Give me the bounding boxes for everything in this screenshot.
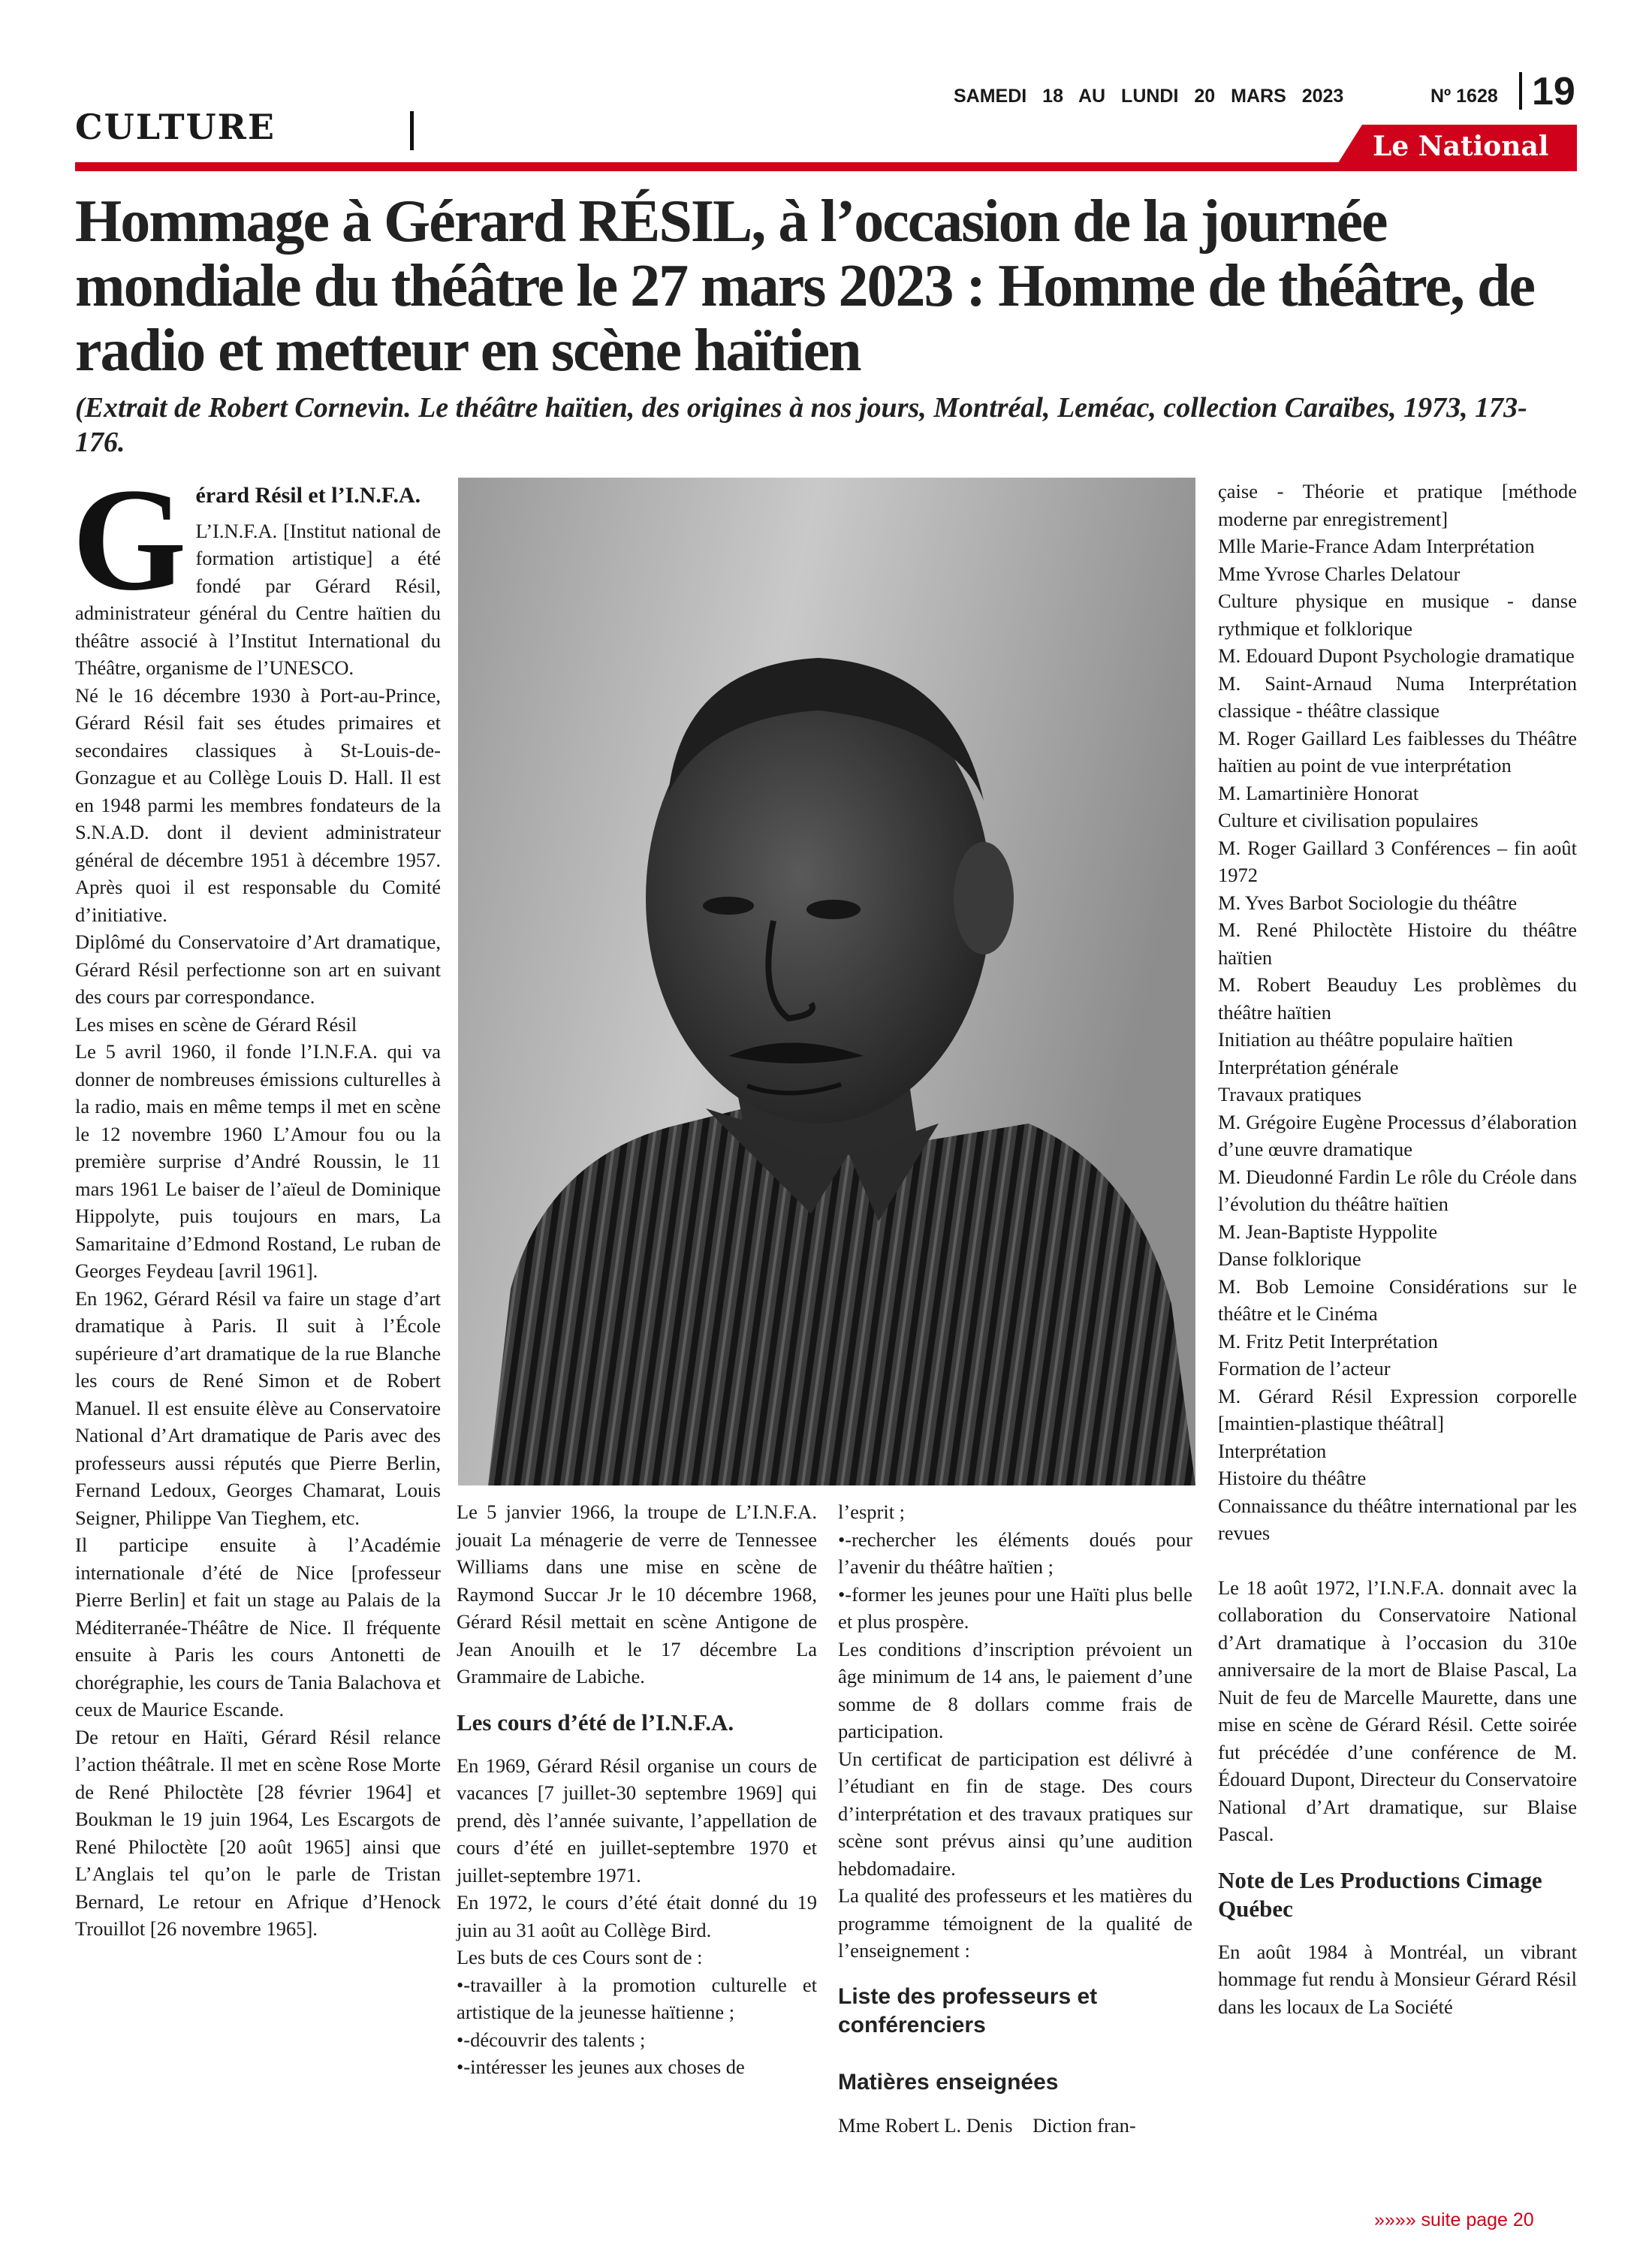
program-line: M. Gérard Résil Expression corporelle [maintien-plastique théâtral] (1218, 1384, 1577, 1434)
program-line: M. Saint-Arnaud Numa Interprétation classique - théâtre classique (1218, 671, 1577, 722)
paragraph: Les buts de ces Cours sont de : (457, 1946, 703, 1968)
paragraph: En 1972, le cours d’été était donné du 19 juin au 31 août au Collège Bird. (457, 1891, 817, 1941)
program-line: Culture et civilisation populaires (1218, 809, 1479, 831)
paragraph: L’I.N.F.A. [Institut national de formation artistique] a été fondé par Gérard Résil, administrateur général du Centre haïtien du théâtre associé à l’Institut International du Théâtre, organisme de l’UNESCO. (75, 519, 441, 679)
program-line: Initiation au théâtre populaire haïtien (1218, 1028, 1513, 1051)
paragraph: En 1969, Gérard Résil organise un cours de vacances [7 juillet-30 septembre 1969] qui prend, dès l’année suivante, l’appellation de cours d’été en juillet-septembre 1970 et juillet-septembre 1971. (457, 1754, 817, 1887)
paragraph: Né le 16 décembre 1930 à Port-au-Prince, Gérard Résil fait ses études primaires et secondaires classiques à St-Louis-de-Gonzague et au Collège Louis D. Hall. Il est en 1948 parmi les membres fondateurs de la S.N.A.D. dont il devient administrateur général de décembre 1951 à décembre 1957. Après quoi il est responsable du Comité d’initiative. (75, 683, 441, 926)
section-label: CULTURE (75, 107, 276, 147)
program-line: Mme Yvrose Charles Delatour (1218, 562, 1461, 585)
program-line: çaise - Théorie et pratique [méthode moderne par enregistrement] (1218, 480, 1577, 530)
article-column-3 (838, 1498, 1192, 2139)
program-line: Danse folklorique (1218, 1247, 1361, 1270)
bullet-item: •-former les jeunes pour une Haïti plus belle et plus prospère. (838, 1582, 1192, 1633)
program-line: Connaissance du théâtre international par les revues (1218, 1494, 1577, 1544)
paragraph: Il participe ensuite à l’Académie internationale d’été de Nice [professeur Pierre Berlin] et fait un stage au Palais de la Méditerranée-Théâtre de Nice. Il fréquente ensuite à Paris les cours Antonetti de chorégraphie, les cours de Tania Balachova et ceux de Maurice Escande. (75, 1534, 441, 1721)
subheading: Liste des professeurs et conférenciers (838, 1983, 1098, 2037)
program-line: M. Grégoire Eugène Processus d’élaboration d’une œuvre dramatique (1218, 1110, 1577, 1160)
bullet-item: •-rechercher les éléments doués pour l’avenir du théâtre haïtien ; (838, 1528, 1192, 1578)
program-line: Culture physique en musique - danse rythmique et folklorique (1218, 590, 1577, 640)
paragraph: Le 5 janvier 1966, la troupe de L’I.N.F.A. jouait La ménagerie de verre de Tennessee Williams dans une mise en scène de Raymond Succar Jr le 10 décembre 1968, Gérard Résil mettait en scène Antigone de Jean Anouilh et le 17 décembre La Grammaire de Labiche. (457, 1500, 817, 1687)
program-line: Interprétation (1218, 1439, 1327, 1462)
program-line: Formation de l’acteur (1218, 1357, 1391, 1380)
program-line: Histoire du théâtre (1218, 1467, 1367, 1489)
issue-date: SAMEDI 18 AU LUNDI 20 MARS 2023 (954, 86, 1344, 107)
paragraph: Les conditions d’inscription prévoient un âge minimum de 14 ans, le paiement d’une somme de 8 dollars comme frais de participation. (838, 1637, 1192, 1742)
article-column-4 (1218, 478, 1577, 2020)
article-column-1 (72, 458, 441, 1943)
program-line: M. Jean-Baptiste Hyppolite (1218, 1220, 1438, 1243)
bullet-item: •-travailler à la promotion culturelle et artistique de la jeunesse haïtienne ; (457, 1973, 817, 2023)
continued-on-page-link[interactable]: »»»» suite page 20 (1374, 2209, 1534, 2230)
spacer (1218, 1547, 1577, 1574)
section-divider (410, 111, 414, 150)
program-line: M. Yves Barbot Sociologie du théâtre (1218, 891, 1518, 914)
drop-cap: G (72, 458, 187, 621)
program-line: M. Dieudonné Fardin Le rôle du Créole dans l’évolution du théâtre haïtien (1218, 1165, 1577, 1215)
article-column-2 (457, 1498, 817, 2081)
program-line: M. Edouard Dupont Psychologie dramatique (1218, 644, 1575, 667)
page-number-divider (1519, 72, 1522, 110)
portrait-photo-icon (458, 478, 1195, 1485)
paragraph: Diplômé du Conservatoire d’Art dramatique, Gérard Résil perfectionne son art en suivant des cours par correspondance. (75, 930, 441, 1008)
program-line: M. Roger Gaillard Les faiblesses du Théâtre haïtien au point de vue interprétation (1218, 726, 1577, 777)
article-source-line: (Extrait de Robert Cornevin. Le théâtre haïtien, des origines à nos jours, Montréal, Leméac, collection Caraïbes, 1973, 173-176. (75, 392, 1527, 458)
program-line: M. Bob Lemoine Considérations sur le théâtre et le Cinéma (1218, 1274, 1577, 1325)
program-line: Mme Robert L. Denis Diction fran- (838, 2113, 1136, 2137)
program-line: M. Roger Gaillard 3 Conférences – fin août 1972 (1218, 836, 1577, 886)
program-line: M. Robert Beauduy Les problèmes du théâtre haïtien (1218, 973, 1577, 1024)
bullet-item: •-intéresser les jeunes aux choses de (457, 2055, 745, 2078)
paragraph: En 1962, Gérard Résil va faire un stage d’art dramatique à Paris. Il suit à l’École supérieure d’art dramatique de la rue Blanche les cours de René Simon et de Robert Manuel. Il est ensuite élève au Conservatoire National d’Art dramatique de Paris avec des professeurs aussi réputés que Pierre Berlin, Fernand Ledoux, Georges Chamarat, Louis Seigner, Philippe Van Tieghem, etc. (75, 1286, 441, 1529)
subheading: Les cours d’été de l’I.N.F.A. (457, 1709, 734, 1736)
paragraph: Un certificat de participation est délivré à l’étudiant en fin de stage. Des cours d’interprétation et des travaux pratiques sur scène sont prévus ainsi qu’une audition hebdomadaire. (838, 1747, 1192, 1880)
paragraph: Le 5 avril 1960, il fonde l’I.N.F.A. qui va donner de nombreuses émissions culturelles à la radio, mais en même temps il met en scène le 12 novembre 1960 L’Amour fou ou la première surprise d’André Roussin, le 11 mars 1961 Le baiser de l’aïeul de Dominique Hippolyte, puis toujours en mars, La Samaritaine d’Edmond Rostand, Le ruban de Georges Feydeau [avril 1961]. (75, 1040, 441, 1282)
paragraph: Le 18 août 1972, l’I.N.F.A. donnait avec la collaboration du Conservatoire National d’Art dramatique à l’occasion du 310e anniversaire de la mort de Blaise Pascal, La Nuit de feu de Marcelle Maurette, dans une mise en scène de Gérard Résil. Cette soirée fut précédée d’une conférence de M. Édouard Dupont, Directeur du Conservatoire National d’Art dramatique, sur Blaise Pascal. (1218, 1576, 1577, 1845)
paragraph: La qualité des professeurs et les matières du programme témoignent de la qualité de l’enseignement : (838, 1884, 1192, 1962)
paragraph: Les mises en scène de Gérard Résil (75, 1012, 357, 1036)
paragraph: De retour en Haïti, Gérard Résil relance l’action théâtrale. Il met en scène Rose Morte de René Philoctète [28 février 1964] et Boukman le 19 juin 1964, Les Escargots de René Philoctète [20 août 1965] ainsi que L’Anglais tel qu’on le parle de Tristan Bernard, Le retour en Afrique d’Henock Trouillot [26 novembre 1965]. (75, 1725, 441, 1940)
paragraph: En août 1984 à Montréal, un vibrant hommage fut rendu à Monsieur Gérard Résil dans les locaux de La Société (1218, 1940, 1577, 2018)
subheading: Matières enseignées (838, 2069, 1059, 2095)
bullet-item: l’esprit ; (838, 1500, 906, 1523)
program-line: Travaux pratiques (1218, 1083, 1362, 1105)
newspaper-brand: Le National (1373, 131, 1549, 162)
program-line: M. Lamartinière Honorat (1218, 781, 1419, 804)
subheading: Note de Les Productions Cimage Québec (1218, 1866, 1542, 1922)
bullet-item: •-découvrir des talents ; (457, 2028, 646, 2051)
section-kicker: érard Résil et l’I.N.F.A. (195, 483, 421, 508)
program-line: M. Fritz Petit Interprétation (1218, 1329, 1438, 1353)
program-line: Mlle Marie-France Adam Interprétation (1218, 535, 1535, 557)
page-number: 19 (1532, 70, 1575, 113)
program-line: Interprétation générale (1218, 1055, 1399, 1078)
program-line: M. René Philoctète Histoire du théâtre haïtien (1218, 918, 1577, 969)
issue-number: Nº 1628 (1430, 86, 1498, 107)
article-headline: Hommage à Gérard RÉSIL, à l’occasion de la journée mondiale du théâtre le 27 mars 2023 : Homme de théâtre, de radio et metteur en scène haïtien (75, 189, 1534, 384)
